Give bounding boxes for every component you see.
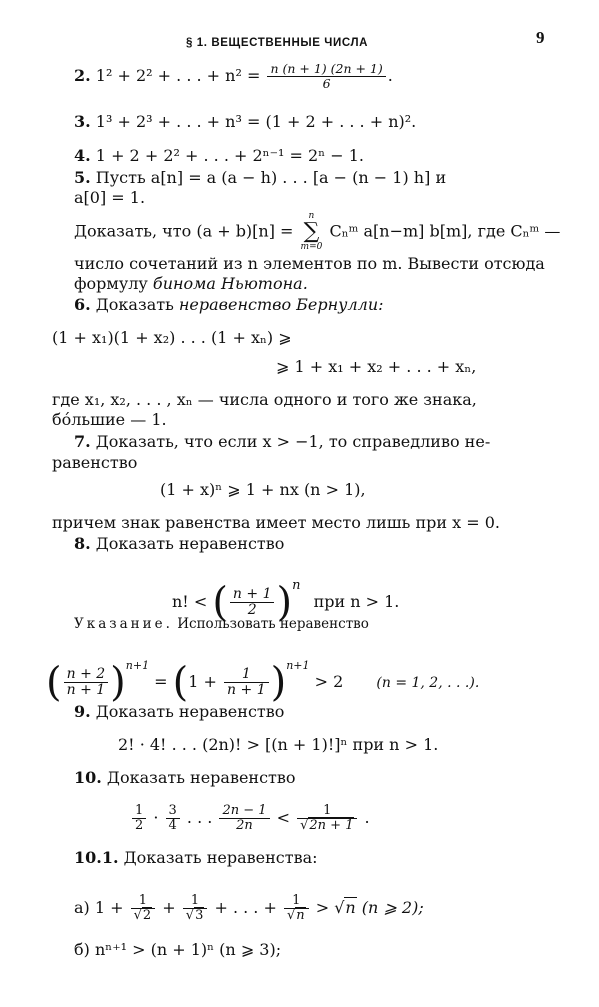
denominator: 2 (247, 602, 257, 618)
left-paren: ( (46, 659, 62, 706)
left-paren: ( (212, 579, 228, 626)
greater-than: > 2 (309, 672, 344, 691)
fraction (166, 804, 180, 834)
square-root: √2n + 1 (300, 818, 354, 833)
less-than: < (271, 808, 296, 827)
left-paren: ( (172, 659, 189, 706)
radicand: 2 (142, 908, 152, 923)
radicand: 2n + 1 (309, 818, 354, 833)
problem-number: 7. (74, 432, 91, 451)
condition: (n ⩾ 2); (356, 898, 424, 917)
square-root: √3 (185, 908, 204, 923)
numerator: n + 2 (64, 667, 109, 683)
denominator (131, 909, 156, 923)
numerator: 2n − 1 (219, 804, 269, 819)
fraction (284, 894, 309, 924)
numerator: 1 (132, 804, 146, 819)
inequality-a (74, 884, 424, 932)
problem-6 (74, 295, 384, 315)
numerator: 1 (297, 804, 357, 819)
formula-tail: . (387, 65, 393, 85)
text: Доказать (90, 295, 179, 314)
numerator: n + 1 (230, 587, 275, 603)
denominator (183, 909, 208, 923)
ellipsis: + . . . + (209, 898, 282, 917)
fraction (183, 894, 208, 924)
denominator: 2 (135, 818, 144, 833)
bernoulli-line-4: бо́льшие — 1. (52, 410, 167, 429)
hint-line (74, 614, 369, 634)
bernoulli-line-2: ⩾ 1 + x₁ + x₂ + . . . + xₙ, (276, 357, 477, 376)
formula: 1³ + 2³ + . . . + n³ = (1 + 2 + . . . + n)². (95, 112, 417, 131)
hint-formula (46, 642, 479, 707)
numerator: 1 (284, 894, 309, 909)
sum-symbol (301, 212, 323, 252)
numerator: 1 (224, 667, 269, 683)
denominator: n + 1 (227, 682, 266, 698)
bernoulli-line-3: где x₁, x₂, . . . , xₙ — числа одного и того же знака, (52, 390, 477, 409)
denominator: 2n (236, 818, 253, 833)
equals: = (149, 672, 173, 691)
text: 1 + (89, 898, 129, 917)
hint-text: Использовать неравенство (172, 616, 369, 632)
binomial-statement (74, 212, 560, 252)
exponent: n+1 (286, 659, 310, 672)
denominator: 6 (322, 75, 331, 91)
text: Доказать неравенства: (118, 848, 318, 867)
fraction (131, 894, 156, 924)
exponent: n+1 (125, 659, 150, 672)
dot: · (148, 808, 164, 827)
fraction (297, 804, 357, 834)
text: Доказать, что (a + b)[n] = (74, 221, 299, 241)
numerator: n (n + 1) (2n + 1) (267, 62, 385, 77)
problem-number: 4. (74, 146, 91, 165)
fraction (267, 62, 385, 91)
problem-2 (74, 62, 393, 91)
square-root: √n (286, 908, 305, 923)
condition: (n = 1, 2, . . .). (376, 675, 480, 691)
radicand: n (345, 898, 356, 917)
problem-number: 10. (74, 768, 102, 787)
radicand: n (296, 908, 305, 923)
problem-5-line-5 (74, 274, 308, 294)
problem-5-line-2: a[0] = 1. (74, 188, 146, 207)
ellipsis: . . . (181, 808, 218, 827)
greater-than: > (310, 898, 335, 917)
problem-7-formula: (1 + x)ⁿ ⩾ 1 + nx (n > 1), (160, 480, 366, 499)
problem-10-formula (130, 796, 370, 840)
numerator: 1 (131, 894, 156, 909)
problem-number: 6. (74, 295, 91, 314)
bernoulli-line-1: (1 + x₁)(1 + x₂) . . . (1 + xₙ) ⩾ (52, 328, 292, 347)
italic-text: неравенство Бернулли: (178, 295, 384, 314)
problem-10-1-line-1 (74, 848, 318, 868)
problem-3 (74, 112, 416, 132)
problem-number: 5. (74, 168, 91, 187)
problem-5-line-4: число сочетаний из n элементов по m. Вывести отсюда (74, 254, 545, 273)
item-label: а) (74, 898, 90, 917)
item-label: б) (74, 940, 90, 959)
right-paren: ) (276, 579, 293, 626)
problem-9-formula: 2! · 4! . . . (2n)! > [(n + 1)!]ⁿ при n > 1. (118, 735, 439, 754)
text: Cₙᵐ a[n−m] b[m], где Cₙᵐ — (329, 221, 561, 241)
problem-number: 10.1. (74, 848, 119, 867)
formula-tail: . (359, 808, 370, 827)
problem-7-line-1 (74, 432, 490, 452)
exponent: n (292, 578, 301, 593)
square-root: √2 (133, 908, 152, 923)
running-header: § 1. ВЕЩЕСТВЕННЫЕ ЧИСЛА (186, 37, 369, 49)
formula: 1 + 2 + 2² + . . . + 2ⁿ⁻¹ = 2ⁿ − 1. (95, 146, 364, 165)
fraction (132, 804, 146, 834)
problem-7-line-3: причем знак равенства имеет место лишь при x = 0. (52, 513, 500, 532)
fraction (224, 667, 269, 699)
plus: + (157, 898, 181, 917)
denominator: n + 1 (66, 682, 106, 698)
text: Доказать, что если x > −1, то справедливо не- (90, 432, 491, 451)
text: nⁿ⁺¹ > (n + 1)ⁿ (n ⩾ 3); (89, 940, 282, 959)
text: Доказать неравенство (90, 534, 285, 553)
problem-number: 8. (74, 534, 91, 553)
page-number: 9 (536, 28, 545, 47)
problem-10-line-1 (74, 768, 296, 788)
text: Доказать неравенство (90, 702, 285, 721)
fraction (64, 667, 109, 699)
sum-lower-limit: m=0 (300, 242, 323, 252)
problem-8-line-1 (74, 534, 284, 554)
right-paren: ) (270, 659, 287, 706)
problem-7-line-2: равенство (52, 453, 138, 472)
formula-rhs: при n > 1. (313, 592, 400, 611)
problem-4 (74, 146, 364, 166)
square-root: √n (334, 898, 356, 917)
sum-upper-limit: n (308, 211, 315, 221)
text: Доказать неравенство (101, 768, 296, 787)
denominator: 4 (168, 818, 177, 833)
problem-5-line-1 (74, 168, 446, 188)
one-plus: 1 + (188, 672, 223, 691)
formula-lhs: 1² + 2² + . . . + n² = (95, 65, 261, 85)
radicand: 3 (195, 908, 204, 923)
text: формулу (74, 274, 153, 293)
numerator: 1 (183, 894, 208, 909)
sigma: ∑ (303, 219, 320, 244)
problem-number: 3. (74, 112, 91, 131)
right-paren: ) (110, 659, 126, 706)
numerator: 3 (166, 804, 180, 819)
problem-number: 9. (74, 702, 91, 721)
formula-lhs: n! < (172, 592, 213, 611)
denominator (297, 819, 357, 833)
hint-label: Указание. (74, 616, 173, 632)
denominator (284, 909, 309, 923)
problem-9-line-1 (74, 702, 284, 722)
problem-number: 2. (74, 65, 91, 85)
italic-text: бинома Ньютона. (152, 274, 308, 293)
text: Пусть a[n] = a (a − h) . . . [a − (n − 1) h] и (95, 168, 447, 187)
fraction (219, 804, 269, 834)
inequality-b (74, 940, 281, 960)
